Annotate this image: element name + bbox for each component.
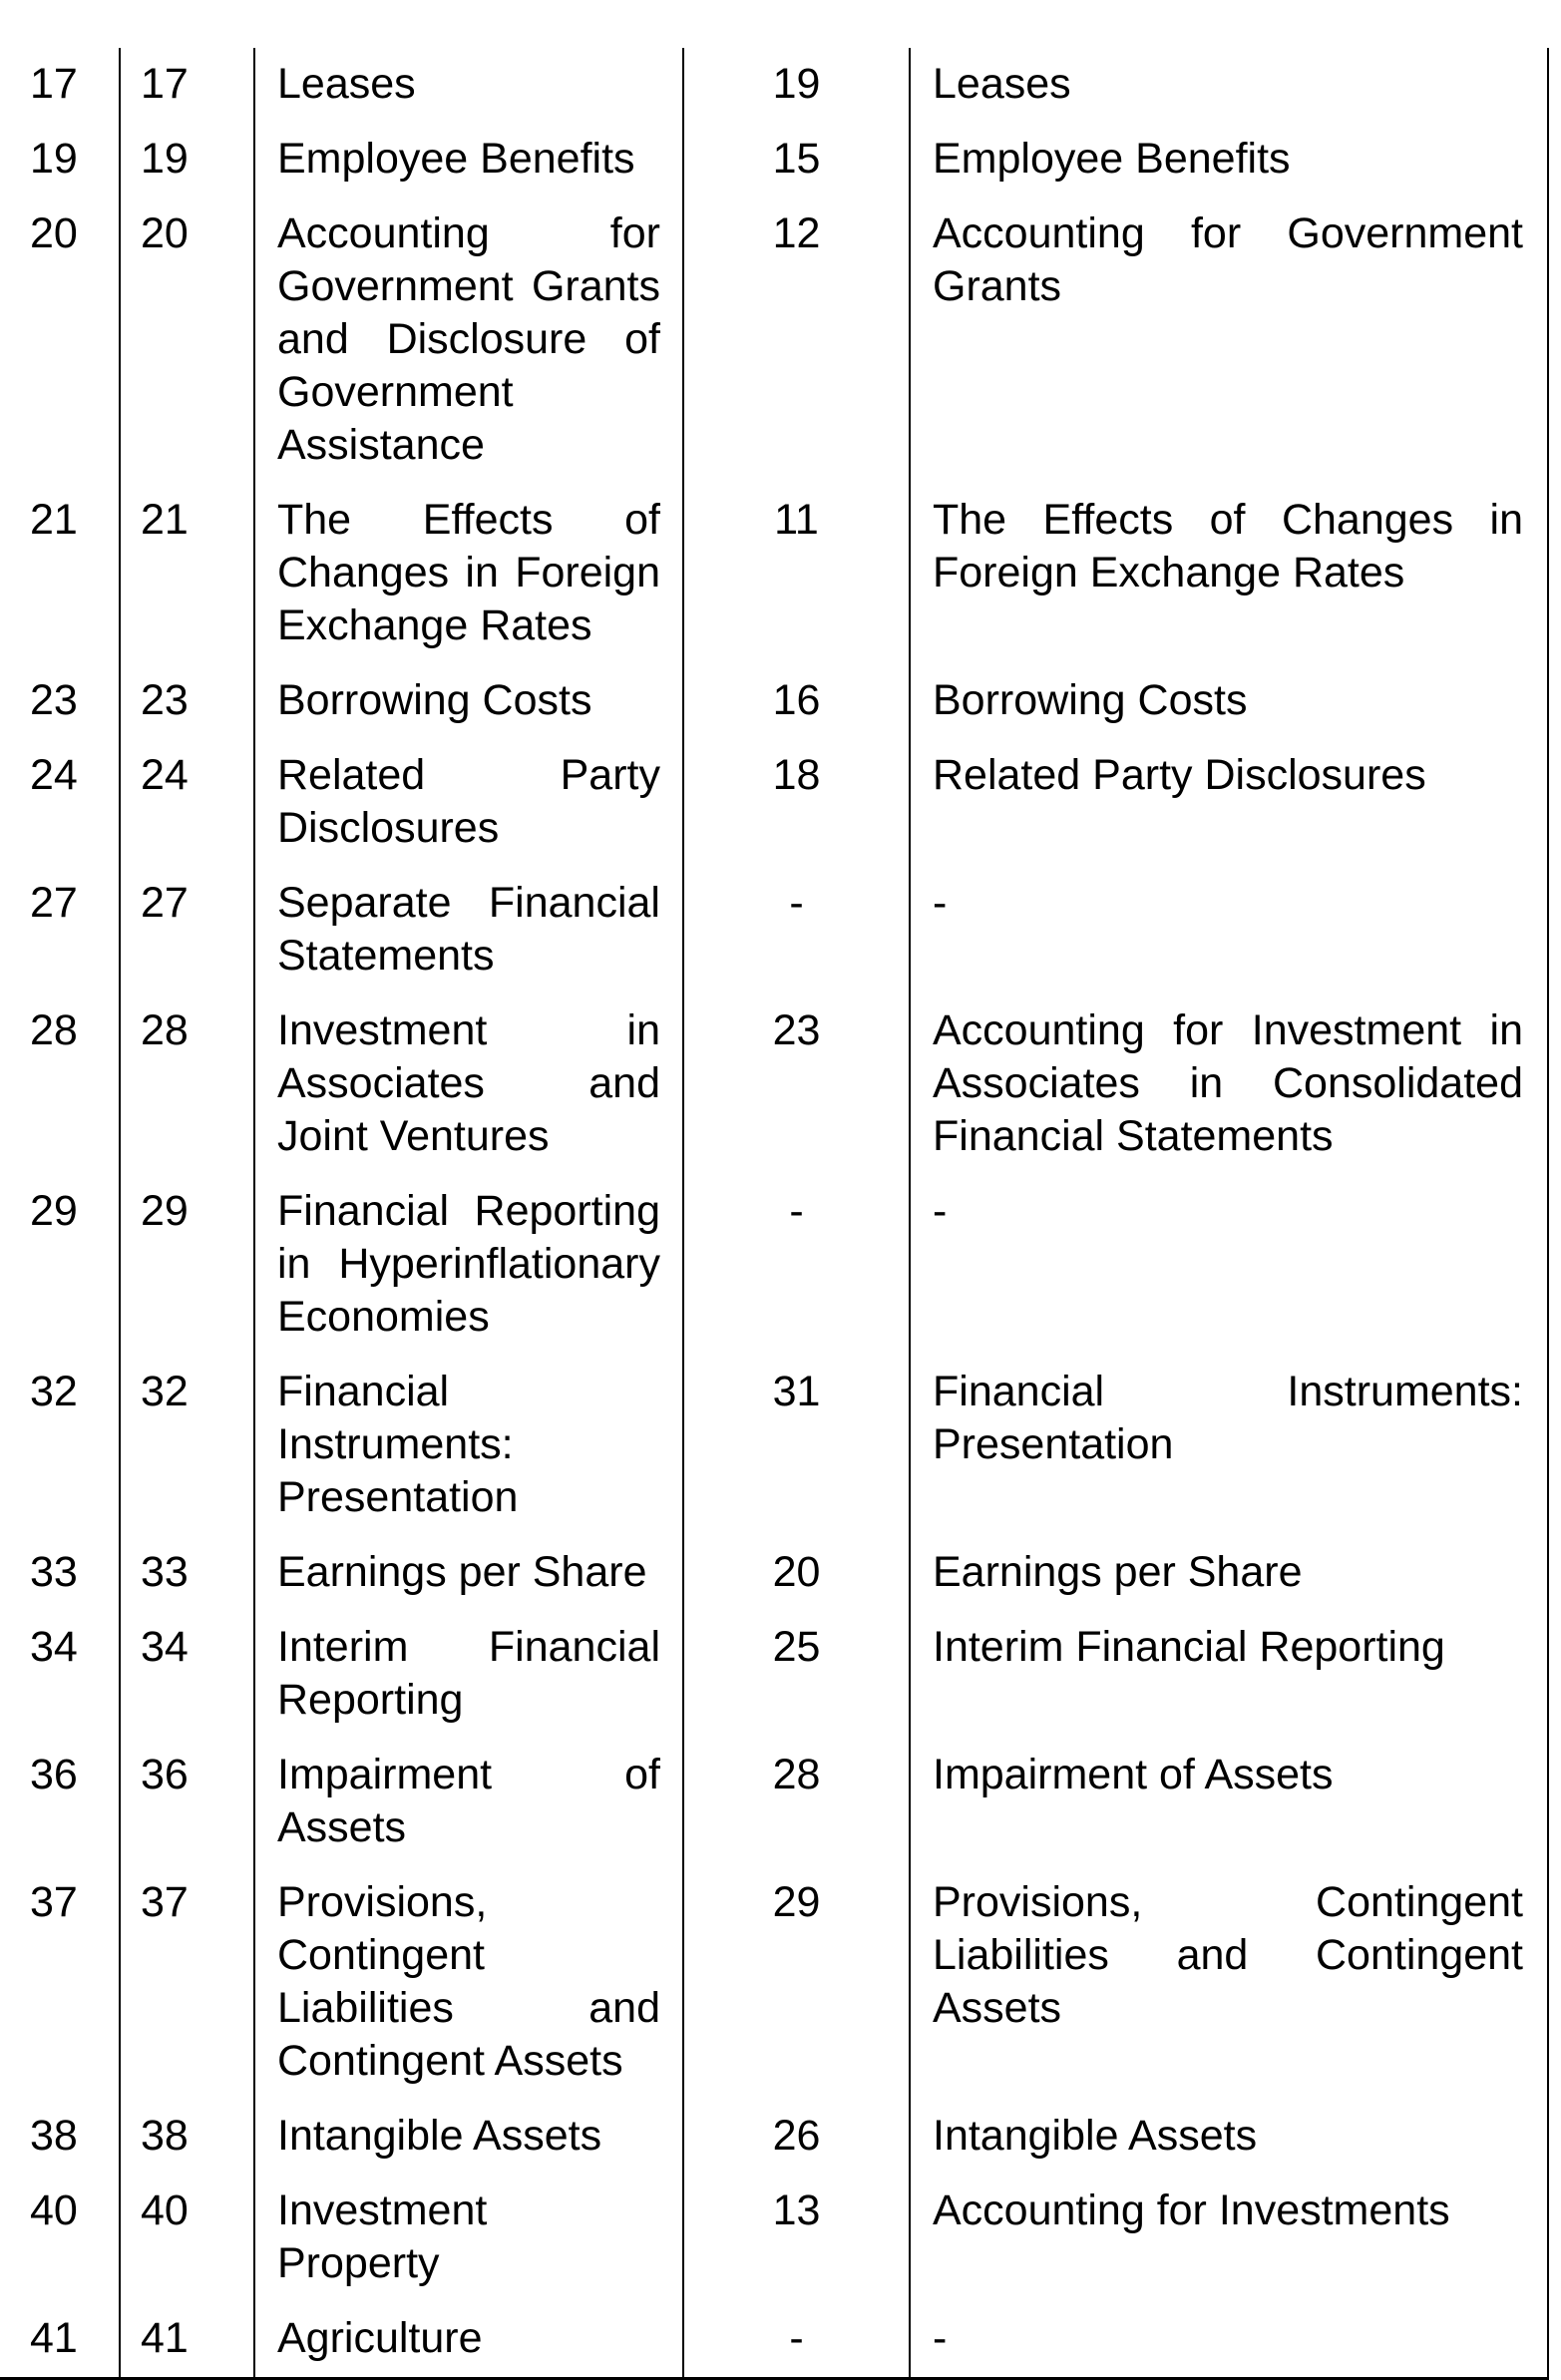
ifrs-no-text: 37	[30, 1878, 78, 1926]
standard-number-col1	[0, 2175, 120, 2302]
standard-number-col2	[120, 1611, 254, 1739]
ias-title-text: Investment in Associates and Joint Ventures	[277, 1006, 660, 1160]
ifrs-no-text: 38	[30, 2112, 78, 2160]
ind-as-no-text: 28	[772, 1751, 821, 1798]
ind-as-no-text: -	[789, 1187, 804, 1235]
ias-no-text: 27	[141, 879, 189, 927]
ifrs-no-text: 28	[30, 1006, 78, 1054]
ind-as-title-text: Leases	[933, 60, 1071, 108]
ias-title-text: Financial Reporting in Hyperinflationary Economies	[277, 1187, 660, 1341]
standard-number-col2	[120, 867, 254, 994]
ias-title-text: Borrowing Costs	[277, 676, 592, 724]
ias-no-text: 34	[141, 1623, 189, 1671]
standard-number-col2	[120, 2175, 254, 2302]
table-row	[0, 867, 1548, 994]
ias-title-text: Separate Financial Statements	[277, 879, 660, 980]
ifrs-no-text: 19	[30, 135, 78, 183]
corresponding-standard-title	[910, 1611, 1548, 1739]
standard-title	[254, 48, 683, 123]
corresponding-standard-number	[683, 2175, 910, 2302]
standard-number-col2	[120, 484, 254, 664]
ias-no-text: 36	[141, 1751, 189, 1798]
table-row	[0, 739, 1548, 867]
ind-as-no-text: 20	[772, 1548, 821, 1596]
corresponding-standard-title	[910, 2302, 1548, 2379]
ias-no-text: 20	[141, 209, 189, 257]
ias-title-text: Related Party Disclosures	[277, 751, 660, 852]
ind-as-title-text: Earnings per Share	[933, 1548, 1303, 1596]
ias-title-text: Employee Benefits	[277, 135, 635, 183]
standard-number-col1	[0, 1739, 120, 1866]
table-row	[0, 48, 1548, 123]
standard-title	[254, 1866, 683, 2100]
ifrs-no-text: 41	[30, 2314, 78, 2362]
standard-title	[254, 2175, 683, 2302]
corresponding-standard-number	[683, 867, 910, 994]
standard-number-col1	[0, 2302, 120, 2379]
ind-as-title-text: -	[933, 2314, 948, 2362]
corresponding-standard-title	[910, 1866, 1548, 2100]
ind-as-title-text: Employee Benefits	[933, 135, 1291, 183]
ias-no-text: 32	[141, 1368, 189, 1415]
ifrs-no-text: 24	[30, 751, 78, 799]
ind-as-title-text: Accounting for Investments	[933, 2186, 1450, 2234]
table-row	[0, 1536, 1548, 1611]
table-row	[0, 1175, 1548, 1356]
ifrs-no-text: 34	[30, 1623, 78, 1671]
standard-number-col1	[0, 2100, 120, 2175]
ind-as-no-text: 15	[772, 135, 821, 183]
standards-comparison-table	[0, 48, 1549, 2380]
corresponding-standard-title	[910, 484, 1548, 664]
standard-number-col2	[120, 1866, 254, 2100]
ias-title-text: Accounting for Government Grants and Disclosure of Government Assistance	[277, 209, 660, 469]
corresponding-standard-number	[683, 1739, 910, 1866]
ias-title-text: Investment Property	[277, 2186, 488, 2287]
ias-no-text: 38	[141, 2112, 189, 2160]
standard-number-col2	[120, 994, 254, 1175]
ind-as-title-text: The Effects of Changes in Foreign Exchange Rates	[933, 496, 1523, 596]
corresponding-standard-title	[910, 1739, 1548, 1866]
ifrs-no-text: 29	[30, 1187, 78, 1235]
standard-title	[254, 994, 683, 1175]
corresponding-standard-number	[683, 994, 910, 1175]
standard-number-col1	[0, 1611, 120, 1739]
standard-number-col2	[120, 2302, 254, 2379]
ind-as-no-text: -	[789, 2314, 804, 2362]
ind-as-no-text: 25	[772, 1623, 821, 1671]
ifrs-no-text: 32	[30, 1368, 78, 1415]
standard-number-col1	[0, 484, 120, 664]
ias-no-text: 23	[141, 676, 189, 724]
standard-title	[254, 664, 683, 739]
standard-number-col1	[0, 739, 120, 867]
ind-as-title-text: Impairment of Assets	[933, 1751, 1334, 1798]
standard-number-col2	[120, 123, 254, 198]
corresponding-standard-number	[683, 1611, 910, 1739]
ias-title-text: Interim Financial Reporting	[277, 1623, 660, 1724]
table-row	[0, 664, 1548, 739]
table-row	[0, 123, 1548, 198]
standard-number-col2	[120, 1739, 254, 1866]
ind-as-no-text: 29	[772, 1878, 821, 1926]
standard-title	[254, 867, 683, 994]
ias-no-text: 33	[141, 1548, 189, 1596]
ind-as-title-text: Intangible Assets	[933, 2112, 1258, 2160]
ifrs-no-text: 33	[30, 1548, 78, 1596]
corresponding-standard-number	[683, 1866, 910, 2100]
table-body	[0, 48, 1548, 2379]
corresponding-standard-title	[910, 994, 1548, 1175]
standard-number-col1	[0, 48, 120, 123]
corresponding-standard-title	[910, 664, 1548, 739]
ias-title-text: Provisions, Contingent Liabilities and Contingent Assets	[277, 1878, 660, 2085]
ias-title-text: Intangible Assets	[277, 2112, 602, 2160]
ias-no-text: 29	[141, 1187, 189, 1235]
standard-title	[254, 1536, 683, 1611]
corresponding-standard-title	[910, 1356, 1548, 1536]
ifrs-no-text: 36	[30, 1751, 78, 1798]
corresponding-standard-number	[683, 739, 910, 867]
ias-no-text: 28	[141, 1006, 189, 1054]
standard-number-col2	[120, 198, 254, 484]
standard-title	[254, 1611, 683, 1739]
ifrs-no-text: 17	[30, 60, 78, 108]
corresponding-standard-number	[683, 1356, 910, 1536]
ias-title-text: Agriculture	[277, 2314, 483, 2362]
table-row	[0, 994, 1548, 1175]
ias-title-text: Earnings per Share	[277, 1548, 647, 1596]
ifrs-no-text: 23	[30, 676, 78, 724]
ind-as-title-text: Related Party Disclosures	[933, 751, 1426, 799]
table-row	[0, 1356, 1548, 1536]
ind-as-no-text: 26	[772, 2112, 821, 2160]
ifrs-no-text: 40	[30, 2186, 78, 2234]
standard-title	[254, 1175, 683, 1356]
table-row	[0, 2175, 1548, 2302]
table-row	[0, 2100, 1548, 2175]
standard-number-col2	[120, 1536, 254, 1611]
standard-number-col2	[120, 1356, 254, 1536]
ind-as-no-text: 23	[772, 1006, 821, 1054]
ind-as-title-text: Accounting for Government Grants	[933, 209, 1523, 310]
ind-as-no-text: -	[789, 879, 804, 927]
ias-no-text: 17	[141, 60, 189, 108]
table-row	[0, 1866, 1548, 2100]
ias-title-text: Impairment of Assets	[277, 1751, 660, 1851]
standard-number-col2	[120, 48, 254, 123]
table-row	[0, 2302, 1548, 2379]
standard-number-col1	[0, 994, 120, 1175]
ifrs-no-text: 21	[30, 496, 78, 544]
standard-title	[254, 1356, 683, 1536]
corresponding-standard-title	[910, 2100, 1548, 2175]
standard-number-col1	[0, 198, 120, 484]
corresponding-standard-title	[910, 739, 1548, 867]
ias-no-text: 41	[141, 2314, 189, 2362]
standard-number-col1	[0, 867, 120, 994]
ind-as-title-text: Interim Financial Reporting	[933, 1623, 1445, 1671]
ias-no-text: 21	[141, 496, 189, 544]
corresponding-standard-number	[683, 484, 910, 664]
corresponding-standard-title	[910, 867, 1548, 994]
ind-as-title-text: -	[933, 1187, 948, 1235]
standard-title	[254, 1739, 683, 1866]
corresponding-standard-title	[910, 123, 1548, 198]
ind-as-no-text: 18	[772, 751, 821, 799]
corresponding-standard-title	[910, 1536, 1548, 1611]
corresponding-standard-number	[683, 48, 910, 123]
ifrs-no-text: 20	[30, 209, 78, 257]
corresponding-standard-number	[683, 664, 910, 739]
ind-as-no-text: 16	[772, 676, 821, 724]
ind-as-no-text: 12	[772, 209, 821, 257]
ind-as-title-text: -	[933, 879, 948, 927]
corresponding-standard-number	[683, 1175, 910, 1356]
ind-as-title-text: Borrowing Costs	[933, 676, 1248, 724]
ias-no-text: 24	[141, 751, 189, 799]
ind-as-no-text: 13	[772, 2186, 821, 2234]
ias-no-text: 19	[141, 135, 189, 183]
ias-title-text: Leases	[277, 60, 416, 108]
table-row	[0, 198, 1548, 484]
corresponding-standard-number	[683, 2302, 910, 2379]
corresponding-standard-number	[683, 198, 910, 484]
standard-number-col1	[0, 1866, 120, 2100]
standard-number-col2	[120, 664, 254, 739]
ind-as-title-text: Financial Instruments: Presentation	[933, 1368, 1523, 1468]
standard-number-col2	[120, 1175, 254, 1356]
standard-title	[254, 484, 683, 664]
standard-title	[254, 198, 683, 484]
standard-number-col1	[0, 664, 120, 739]
ind-as-title-text: Provisions, Contingent Liabilities and Contingent Assets	[933, 1878, 1523, 2032]
standard-title	[254, 2302, 683, 2379]
ias-no-text: 40	[141, 2186, 189, 2234]
standard-number-col1	[0, 123, 120, 198]
corresponding-standard-title	[910, 48, 1548, 123]
ias-title-text: Financial Instruments: Presentation	[277, 1368, 519, 1521]
ias-no-text: 37	[141, 1878, 189, 1926]
standard-title	[254, 123, 683, 198]
standard-number-col2	[120, 739, 254, 867]
table-row	[0, 1739, 1548, 1866]
ias-title-text: The Effects of Changes in Foreign Exchange Rates	[277, 496, 660, 649]
corresponding-standard-number	[683, 1536, 910, 1611]
ind-as-no-text: 19	[772, 60, 821, 108]
corresponding-standard-title	[910, 1175, 1548, 1356]
corresponding-standard-title	[910, 2175, 1548, 2302]
standard-title	[254, 2100, 683, 2175]
standard-number-col1	[0, 1356, 120, 1536]
corresponding-standard-title	[910, 198, 1548, 484]
ind-as-no-text: 31	[772, 1368, 821, 1415]
standard-number-col1	[0, 1175, 120, 1356]
ind-as-title-text: Accounting for Investment in Associates in Consolidated Financial Statements	[933, 1006, 1523, 1160]
standard-number-col2	[120, 2100, 254, 2175]
corresponding-standard-number	[683, 2100, 910, 2175]
table-row	[0, 1611, 1548, 1739]
table-row	[0, 484, 1548, 664]
ifrs-no-text: 27	[30, 879, 78, 927]
corresponding-standard-number	[683, 123, 910, 198]
ind-as-no-text: 11	[774, 496, 819, 544]
standard-title	[254, 739, 683, 867]
standard-number-col1	[0, 1536, 120, 1611]
